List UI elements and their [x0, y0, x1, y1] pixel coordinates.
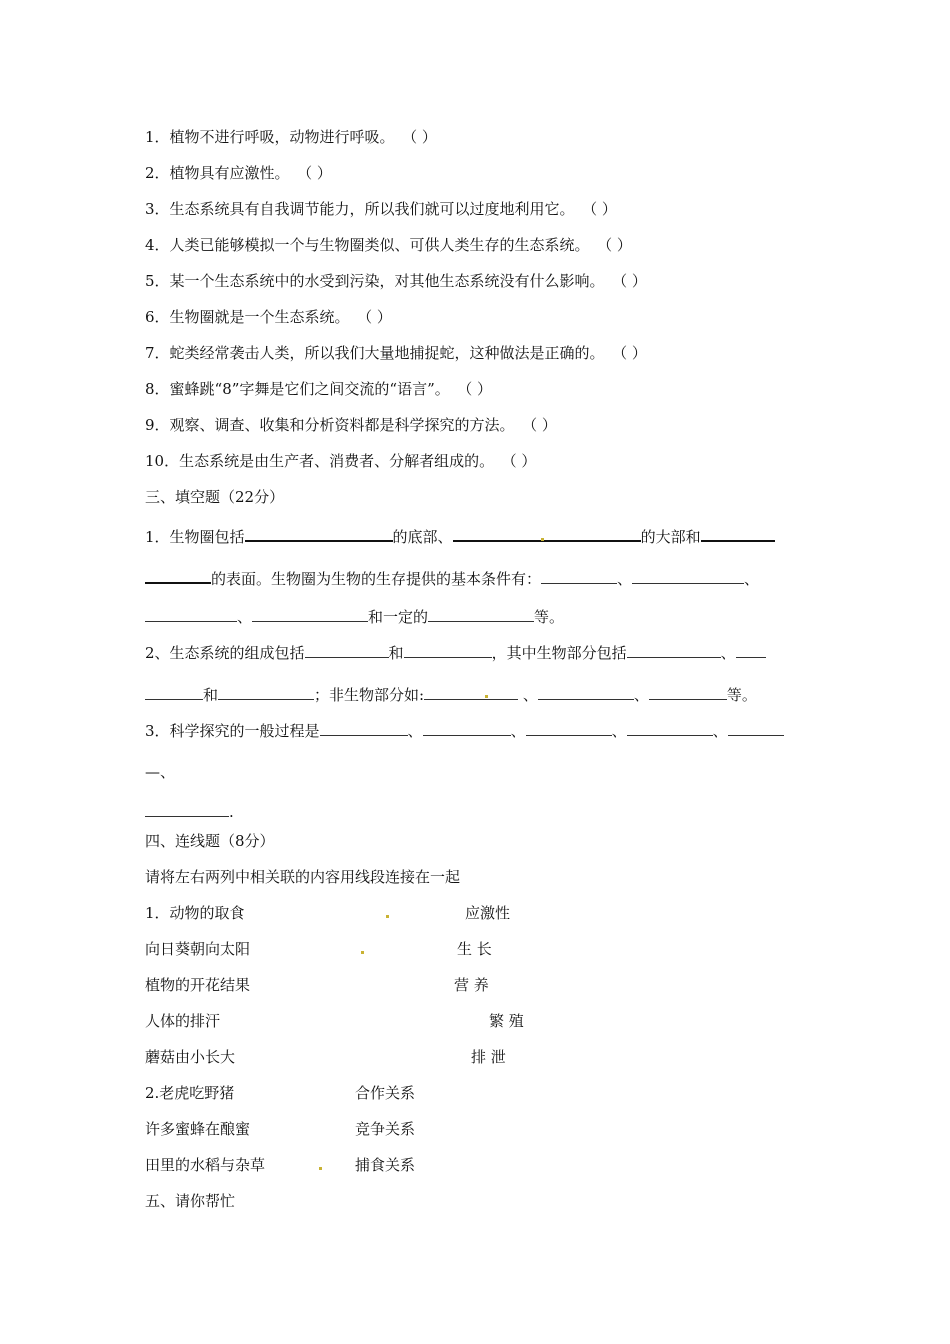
- answer-blank[interactable]: [701, 524, 775, 542]
- fill-q3-line2: —、: [145, 763, 176, 781]
- answer-blank[interactable]: [218, 683, 314, 700]
- fill-q3-line3: .: [145, 800, 234, 822]
- match-left-item[interactable]: 植物的开花结果: [145, 976, 251, 994]
- answer-paren[interactable]: （ ）: [402, 128, 437, 146]
- stray-dot: [485, 695, 488, 698]
- answer-blank[interactable]: [736, 641, 766, 658]
- answer-blank[interactable]: [320, 719, 408, 736]
- answer-paren[interactable]: （ ）: [522, 416, 557, 434]
- judgement-item-9: [145, 415, 557, 435]
- match-left-item[interactable]: 人体的排汗: [145, 1012, 221, 1030]
- answer-paren[interactable]: （ ）: [612, 272, 647, 290]
- answer-blank[interactable]: [453, 524, 641, 542]
- answer-blank[interactable]: [245, 524, 393, 542]
- judgement-item-2: [145, 163, 332, 183]
- answer-blank[interactable]: [305, 641, 389, 658]
- answer-blank[interactable]: [541, 567, 617, 584]
- question-text: 7．蛇类经常袭击人类，所以我们大量地捕捉蛇，这种做法是正确的。: [145, 344, 598, 362]
- question-text: 10．生态系统是由生产者、消费者、分解者组成的。: [145, 452, 487, 470]
- answer-blank[interactable]: [252, 605, 368, 622]
- answer-paren[interactable]: （ ）: [357, 308, 392, 326]
- answer-paren[interactable]: （ ）: [297, 164, 332, 182]
- section-3-title: 三、填空题（22分）: [145, 488, 285, 506]
- judgement-item-1: [145, 127, 437, 147]
- answer-blank[interactable]: [728, 719, 784, 736]
- answer-blank[interactable]: [145, 566, 211, 584]
- answer-blank[interactable]: [423, 719, 511, 736]
- fill-q1-line2: 的表面。生物圈为生物的生存提供的基本条件有： 、 、: [145, 566, 759, 589]
- answer-blank[interactable]: [526, 719, 612, 736]
- answer-blank[interactable]: [627, 641, 721, 658]
- question-text: 1．植物不进行呼吸，动物进行呼吸。: [145, 128, 388, 146]
- answer-blank[interactable]: [632, 567, 744, 584]
- section-5-title: 五、请你帮忙: [145, 1192, 236, 1210]
- question-text: 8．蜜蜂跳“8”字舞是它们之间交流的“语言”。: [145, 380, 443, 398]
- match-right-item[interactable]: 竞争关系: [355, 1120, 416, 1138]
- answer-blank[interactable]: [145, 683, 203, 700]
- answer-blank[interactable]: [649, 683, 727, 700]
- match-left-item[interactable]: 许多蜜蜂在酿蜜: [145, 1120, 251, 1138]
- answer-paren[interactable]: （ ）: [597, 236, 632, 254]
- question-text: 6．生物圈就是一个生态系统。: [145, 308, 343, 326]
- judgement-item-5: [145, 271, 647, 291]
- answer-blank[interactable]: [424, 683, 518, 700]
- answer-blank[interactable]: [404, 641, 492, 658]
- stray-dot: [386, 915, 389, 918]
- judgement-item-8: [145, 379, 492, 399]
- question-text: 4．人类已能够模拟一个与生物圈类似、可供人类生存的生态系统。: [145, 236, 583, 254]
- judgement-item-6: [145, 307, 392, 327]
- question-text: 9．观察、调查、收集和分析资料都是科学探究的方法。: [145, 416, 508, 434]
- match-right-item[interactable]: 合作关系: [355, 1084, 416, 1102]
- answer-paren[interactable]: （ ）: [501, 452, 537, 470]
- matching-instruction: 请将左右两列中相关联的内容用线段连接在一起: [145, 868, 461, 886]
- stray-dot: [541, 538, 544, 541]
- fill-q3-line1: 3．科学探究的一般过程是 、 、 、 、: [145, 719, 784, 741]
- answer-paren[interactable]: （ ）: [582, 200, 617, 218]
- answer-blank[interactable]: [627, 719, 713, 736]
- fill-q1-line3: 、 和一定的 等。: [145, 605, 564, 627]
- answer-blank[interactable]: [428, 605, 534, 622]
- judgement-item-7: [145, 343, 647, 363]
- answer-blank[interactable]: [145, 800, 229, 817]
- judgement-item-10: [145, 451, 536, 471]
- stray-dot: [319, 1167, 322, 1170]
- fill-q1-line1: 1．生物圈包括 的底部、 的大部和: [145, 524, 775, 547]
- question-text: 5．某一个生态系统中的水受到污染，对其他生态系统没有什么影响。: [145, 272, 598, 290]
- answer-paren[interactable]: （ ）: [457, 380, 493, 398]
- match-right-item[interactable]: 应激性: [465, 904, 511, 922]
- match-left-item[interactable]: 田里的水稻与杂草: [145, 1156, 266, 1174]
- stray-dot: [361, 951, 364, 954]
- match-left-item[interactable]: 1．动物的取食: [145, 904, 245, 922]
- answer-blank[interactable]: [145, 605, 237, 622]
- match-right-item[interactable]: 排 泄: [471, 1048, 506, 1066]
- match-left-item[interactable]: 蘑菇由小长大: [145, 1048, 236, 1066]
- question-text: 2．植物具有应激性。: [145, 164, 283, 182]
- judgement-item-3: [145, 199, 617, 219]
- judgement-item-4: [145, 235, 632, 255]
- match-left-item[interactable]: 2.老虎吃野猪: [145, 1084, 235, 1102]
- match-right-item[interactable]: 生 长: [457, 940, 492, 958]
- match-right-item[interactable]: 捕食关系: [355, 1156, 416, 1174]
- match-right-item[interactable]: 繁 殖: [489, 1012, 524, 1030]
- answer-blank[interactable]: [538, 683, 634, 700]
- fill-q2-line2: 和 ；非生物部分如: 、 、 等。: [145, 683, 757, 705]
- fill-q2-line1: 2、生态系统的组成包括 和 ，其中生物部分包括 、: [145, 641, 766, 663]
- answer-paren[interactable]: （ ）: [612, 344, 647, 362]
- match-right-item[interactable]: 营 养: [454, 976, 489, 994]
- question-text: 3．生态系统具有自我调节能力，所以我们就可以过度地利用它。: [145, 200, 568, 218]
- match-left-item[interactable]: 向日葵朝向太阳: [145, 940, 251, 958]
- section-4-title: 四、连线题（8分）: [145, 832, 275, 850]
